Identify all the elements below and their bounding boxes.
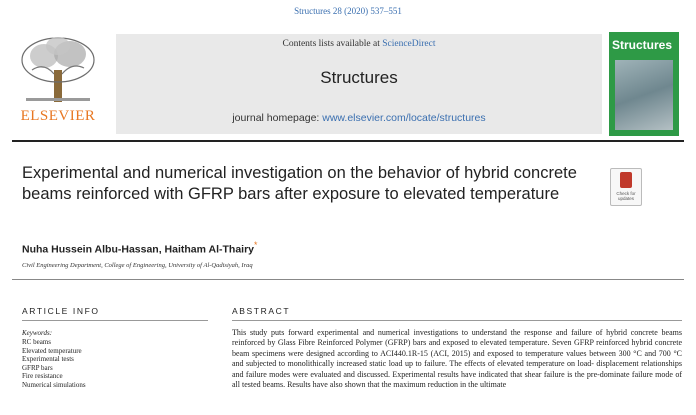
journal-name: Structures	[320, 68, 398, 87]
author-names: Nuha Hussein Albu-Hassan, Haitham Al-Thairy	[22, 243, 255, 256]
header-divider	[12, 140, 684, 142]
homepage-link[interactable]: www.elsevier.com/locate/structures	[322, 112, 486, 124]
abstract-body: This study puts forward experimental and numerical investigations to understand the response and failure of hybrid concrete beams reinforced by Glass Fibre Reinforced Polymer (GFRP) bars and exposed to elevated temperature. Seven GFRP reinforced hybrid concrete beam specimens were designed according to ACI440.1R-15 (ACI, 2015) and exposed to temperature values between 300 °C and 700 °C and subjected to monolithically increased static load up to failure. The effects of elevated temperature on load- displacement relationships and failure modes were evaluated and discussed. Experimental results have indicated that shear failure is the pre-dominate failure mode of all tested beams. Results have also shown that the maximum reduction in the ultimate	[232, 328, 682, 390]
abstract-heading: ABSTRACT	[232, 306, 291, 316]
contents-availability	[116, 39, 602, 49]
journal-homepage	[116, 112, 602, 124]
check-for-updates-badge[interactable]	[610, 168, 642, 206]
cover-title: Structures	[612, 38, 673, 52]
bookmark-icon	[620, 172, 632, 188]
author-list	[22, 240, 257, 256]
keyword-item: Elevated temperature	[22, 346, 82, 355]
cover-image	[615, 60, 673, 130]
journal-cover-thumbnail[interactable]	[609, 32, 679, 136]
journal-header	[12, 22, 684, 134]
article-info-rule	[22, 320, 208, 321]
affiliation-divider	[12, 279, 684, 280]
homepage-prefix: journal homepage:	[232, 112, 323, 124]
sciencedirect-link[interactable]: ScienceDirect	[382, 39, 436, 49]
keywords-list	[22, 338, 202, 390]
keyword-item: Fire resistance	[22, 372, 63, 381]
article-info-heading: ARTICLE INFO	[22, 306, 100, 316]
keywords-label: Keywords:	[22, 329, 53, 337]
keyword-item: RC beams	[22, 338, 51, 346]
author-affiliation: Civil Engineering Department, College of Engineering, University of Al-Qadisiyah, Iraq	[22, 262, 253, 269]
journal-banner	[116, 34, 602, 134]
keyword-item: GFRP bars	[22, 363, 53, 372]
keyword-item: Experimental tests	[22, 355, 74, 364]
contents-prefix: Contents lists available at	[282, 39, 383, 49]
keyword-item: Numerical simulations	[22, 380, 86, 389]
corresponding-author-mark[interactable]: *	[254, 240, 258, 250]
article-title: Experimental and numerical investigation on the behavior of hybrid concrete beams reinforced with GFRP bars after exposure to elevated temperature	[22, 164, 577, 203]
elsevier-tree-logo	[14, 34, 102, 142]
abstract-rule	[232, 320, 682, 321]
publisher-name: ELSEVIER	[20, 108, 96, 124]
journal-citation: Structures 28 (2020) 537–551	[294, 6, 402, 16]
tree-logo-graphic	[14, 34, 102, 106]
check-for-updates-label: Check for updates	[616, 191, 636, 201]
